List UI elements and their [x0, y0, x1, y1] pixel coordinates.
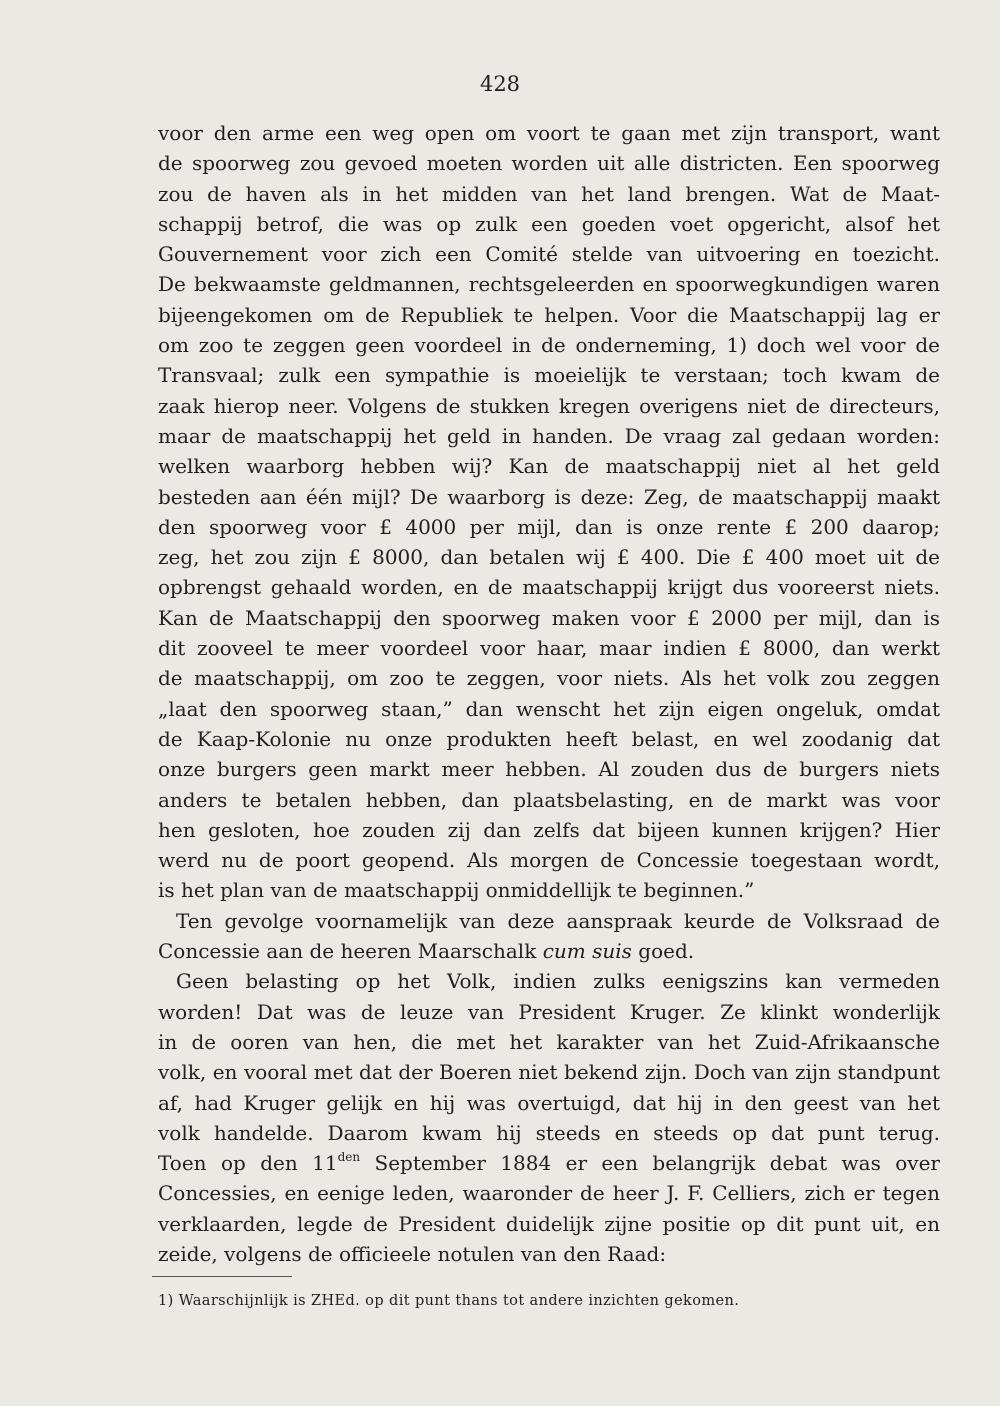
body-text — [158, 118, 940, 1269]
text-fragment: Concessie aan de heeren Maarschalk — [158, 939, 537, 964]
text-line: Geen belasting op het Volk, indien zulks eenigszins kan vermeden — [176, 969, 940, 994]
text-line: onze burgers geen markt meer hebben. Al zouden dus de burgers niets — [158, 757, 940, 782]
text-line: maar de maatschappij het geld in handen. De vraag zal gedaan worden: — [158, 423, 940, 448]
text-line: zou de haven als in het midden van het land brengen. Wat de Maat- — [158, 181, 940, 206]
text-line: is het plan van de maatschappij onmiddellijk te beginnen.” — [158, 878, 755, 903]
text-line: Concessies, en eenige leden, waaronder de heer J. F. Celliers, zich er tegen — [158, 1181, 940, 1206]
text-line: de spoorweg zou gevoed moeten worden uit alle districten. Een spoorweg — [158, 151, 940, 176]
text-line: hen gesloten, hoe zouden zij dan zelfs dat bijeen kunnen krijgen? Hier — [158, 817, 940, 842]
text-line: dit zooveel te meer voordeel voor haar, maar indien £ 8000, dan werkt — [158, 636, 940, 661]
text-line: welken waarborg hebben wij? Kan de maatschappij niet al het geld — [158, 454, 940, 479]
text-line: Ten gevolge voornamelijk van deze aanspraak keurde de Volksraad de — [176, 908, 940, 933]
text-line: Kan de Maatschappij den spoorweg maken voor £ 2000 per mijl, dan is — [158, 605, 940, 630]
text-line: schappij betrof, die was op zulk een goeden voet opgericht, alsof het — [158, 211, 940, 236]
text-line: af, had Kruger gelijk en hij was overtuigd, dat hij in den geest van het — [158, 1090, 940, 1115]
text-line: in de ooren van hen, die met het karakter van het Zuid-Afrikaansche — [158, 1029, 940, 1054]
text-line: anders te betalen hebben, dan plaatsbelasting, en de markt was voor — [158, 787, 940, 812]
footnote: 1) Waarschijnlijk is ZHEd. op dit punt thans tot andere inzichten gekomen. — [158, 1293, 740, 1309]
footnote-divider — [152, 1276, 292, 1277]
superscript: den — [337, 1150, 361, 1165]
text-line: zaak hierop neer. Volgens de stukken kregen overigens niet de directeurs, — [158, 393, 940, 418]
text-line: opbrengst gehaald worden, en de maatschappij krijgt dus vooreerst niets. — [158, 575, 940, 600]
text-fragment: September 1884 er een belangrijk debat was over — [360, 1151, 940, 1176]
text-line: den spoorweg voor £ 4000 per mijl, dan is onze rente £ 200 daarop; — [158, 514, 940, 539]
text-line: de maatschappij, om zoo te zeggen, voor niets. Als het volk zou zeggen — [158, 666, 940, 691]
text-line: besteden aan één mijl? De waarborg is deze: Zeg, de maatschappij maakt — [158, 484, 940, 509]
text-line: verklaarden, legde de President duidelijk zijne positie op dit punt uit, en — [158, 1211, 940, 1236]
text-fragment: Toen op den 11 — [158, 1151, 338, 1176]
text-line-with-italic — [158, 936, 940, 966]
text-line: werd nu de poort geopend. Als morgen de Concessie toegestaan wordt, — [158, 848, 940, 873]
text-line: Transvaal; zulk een sympathie is moeielijk te verstaan; toch kwam de — [158, 363, 940, 388]
text-line: De bekwaamste geldmannen, rechtsgeleerden en spoorwegkundigen waren — [158, 272, 940, 297]
text-line: bijeengekomen om de Republiek te helpen. Voor die Maatschappij lag er — [158, 302, 940, 327]
text-line: Gouvernement voor zich een Comité stelde van uitvoering en toezicht. — [158, 242, 940, 267]
text-line: de Kaap-Kolonie nu onze produkten heeft belast, en wel zoodanig dat — [158, 726, 940, 751]
page-number: 428 — [479, 72, 521, 96]
text-fragment: goed. — [631, 939, 695, 964]
italic-phrase: cum suis — [542, 939, 632, 964]
text-line: „laat den spoorweg staan,” dan wenscht het zijn eigen ongeluk, omdat — [158, 696, 940, 721]
text-line-with-superscript — [158, 1148, 940, 1178]
text-line: om zoo te zeggen geen voordeel in de onderneming, 1) doch wel voor de — [158, 333, 940, 358]
text-line: volk handelde. Daarom kwam hij steeds en steeds op dat punt terug. — [158, 1120, 940, 1145]
text-line: zeg, het zou zijn £ 8000, dan betalen wij £ 400. Die £ 400 moet uit de — [158, 545, 940, 570]
text-line: zeide, volgens de officieele notulen van den Raad: — [158, 1241, 667, 1266]
text-line: volk, en vooral met dat der Boeren niet bekend zijn. Doch van zijn standpunt — [158, 1060, 940, 1085]
text-line: worden! Dat was de leuze van President Kruger. Ze klinkt wonderlijk — [158, 999, 940, 1024]
text-line: voor den arme een weg open om voort te gaan met zijn transport, want — [158, 121, 940, 145]
